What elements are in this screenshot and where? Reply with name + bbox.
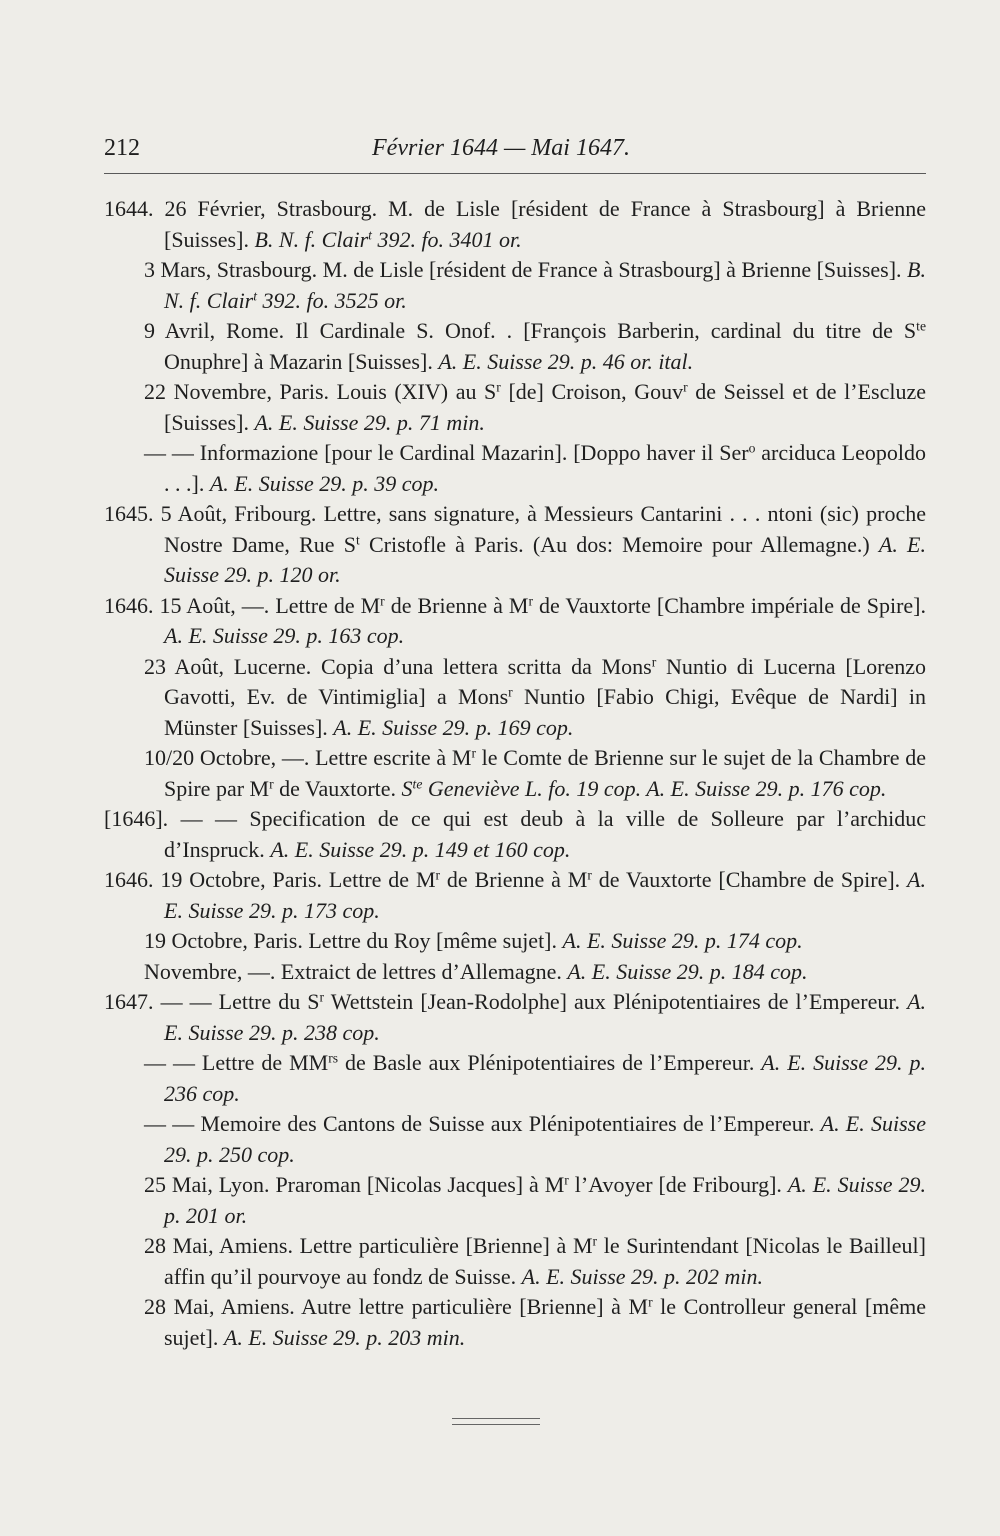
superscript-abbrev: r	[508, 684, 513, 700]
entry-text: 26 Février, Strasbourg. M. de Lisle [résident de France à Strasbourg] à Brienne [Suisses].	[164, 196, 927, 252]
archive-reference: A. E. Suisse 29. p. 203 min.	[223, 1324, 466, 1350]
entry-text: 22 Novembre, Paris. Louis (XIV) au S	[144, 379, 497, 404]
archive-reference: A. E. Suisse 29. p. 201 or.	[164, 1172, 926, 1228]
entry-text: arciduca Leopoldo . . .].	[164, 440, 926, 496]
entry-item	[104, 804, 926, 865]
running-title: Février 1644 — Mai 1647.	[372, 135, 630, 161]
archive-reference: A. E. Suisse 29. p. 46 or. ital.	[438, 348, 694, 374]
archive-reference: A. E. Suisse 29. p. 236 cop.	[164, 1050, 927, 1106]
entry-item	[104, 1048, 926, 1109]
entry-text: 28 Mai, Amiens. Autre lettre particulière [Brienne] à M	[144, 1294, 649, 1319]
entry-text: l’Avoyer [de Fribourg].	[568, 1172, 788, 1197]
entry-text: 9 Avril, Rome. Il Cardinale S. Onof. . [François Barberin, cardinal du titre de S	[144, 318, 917, 343]
entry-text: — — Lettre du S	[160, 989, 320, 1014]
archive-reference: A. E. Suisse 29. p. 250 cop.	[164, 1111, 926, 1167]
entry-text: 19 Octobre, Paris. Lettre du Roy [même sujet].	[144, 928, 563, 953]
header-rule	[104, 173, 926, 174]
entry-text: Novembre, —. Extraict de lettres d’Allemagne.	[144, 958, 568, 984]
entry-year: 1644.	[104, 196, 154, 221]
entry-text: 28 Mai, Amiens. Lettre particulière [Brienne] à M	[144, 1233, 593, 1258]
page-number: 212	[104, 135, 140, 161]
entry-item	[104, 1231, 926, 1292]
entry-text: 19 Octobre, Paris. Lettre de M	[160, 867, 436, 892]
entry-text: le Surintendant [Nicolas le Bailleul] affin qu’il pourvoye au fondz de Suisse.	[164, 1233, 926, 1289]
entry-item	[104, 1292, 926, 1353]
entry-item	[104, 1109, 926, 1170]
entry-text: — — Lettre de MM	[144, 1050, 329, 1075]
page-header	[104, 128, 924, 168]
superscript-abbrev: r	[435, 867, 441, 883]
archive-reference: A. E. Suisse 29. p. 39 cop.	[209, 470, 439, 496]
entry-text: 3 Mars, Strasbourg. M. de Lisle [résident de France à Strasbourg] à Brienne [Suisses].	[144, 257, 908, 282]
entry-item	[104, 591, 926, 652]
entry-text: 23 Août, Lucerne. Copia d’una lettera scritta da Mons	[144, 653, 652, 679]
archive-reference: A. E. Suisse 29. p. 149 et 160 cop.	[270, 836, 571, 862]
entry-item	[104, 743, 926, 804]
superscript-abbrev: r	[587, 867, 592, 883]
archive-reference: A. E. Suisse 29. p. 202 min.	[521, 1263, 764, 1289]
entry-text: de Vauxtorte [Chambre impériale de Spire].	[533, 592, 927, 618]
superscript-abbrev: r	[651, 654, 657, 669]
entry-text: de Seissel et de l’Escluze [Suisses].	[164, 379, 926, 435]
entry-text: de Brienne à M	[384, 592, 529, 618]
superscript-abbrev: t	[253, 288, 258, 303]
entry-text: Onuphre] à Mazarin [Suisses].	[164, 348, 439, 374]
entry-item	[104, 194, 926, 255]
superscript-abbrev: rs	[328, 1050, 339, 1066]
entry-text: 25 Mai, Lyon. Praroman [Nicolas Jacques] à M	[144, 1172, 565, 1197]
archive-reference: A. E. Suisse 29. p. 71 min.	[254, 409, 485, 435]
superscript-abbrev: r	[269, 776, 274, 791]
superscript-abbrev: r	[528, 593, 534, 608]
archive-reference: Geneviève L. fo. 19 cop. A. E. Suisse 29. p. 176 cop.	[422, 775, 887, 801]
archive-reference: 392. fo. 3525 or.	[257, 287, 407, 313]
entry-item	[104, 316, 926, 377]
entry-text: de Vauxtorte.	[273, 775, 402, 801]
superscript-abbrev: t	[355, 532, 360, 547]
archive-reference: B. N. f. Clair	[254, 226, 369, 252]
entry-text: de Vauxtorte [Chambre de Spire].	[591, 867, 908, 892]
entry-item	[104, 255, 926, 316]
superscript-abbrev: o	[748, 440, 756, 456]
entry-text: de Basle aux Plénipotentiaires de l’Empereur.	[338, 1050, 762, 1075]
entry-text: Nuntio [Fabio Chigi, Evêque de Nardi] in Münster [Suisses].	[164, 684, 926, 740]
entry-text: — — Memoire des Cantons de Suisse aux Plénipotentiaires de l’Empereur.	[144, 1111, 821, 1136]
archive-reference: A. E. Suisse 29. p. 120 or.	[164, 531, 926, 587]
entry-text: 10/20 Octobre, —. Lettre escrite à M	[144, 745, 472, 770]
entry-item	[104, 438, 926, 499]
entry-item	[104, 865, 926, 926]
archive-reference: S	[401, 775, 413, 801]
entry-text: 15 Août, —. Lettre de M	[159, 592, 381, 618]
entry-text: de Brienne à M	[440, 867, 588, 892]
superscript-abbrev: r	[471, 745, 476, 761]
superscript-abbrev: r	[564, 1172, 569, 1188]
entry-text: — — Specification de ce qui est deub à la ville de Solleure par l’archiduc d’Inspruck.	[164, 806, 926, 862]
entry-text: Nuntio di Lucerna [Lorenzo Gavotti, Ev. de Vintimiglia] a Mons	[164, 653, 927, 709]
entry-text: le Controlleur general [même sujet].	[164, 1294, 926, 1350]
entry-item	[104, 499, 926, 591]
entry-year: 1646.	[104, 867, 154, 892]
superscript-abbrev: r	[319, 989, 325, 1005]
archive-reference: A. E. Suisse 29. p. 169 cop.	[333, 714, 574, 740]
entry-year: 1646.	[104, 592, 154, 618]
archive-reference: A. E. Suisse 29. p. 163 cop.	[164, 623, 405, 648]
entry-item	[104, 987, 926, 1048]
superscript-abbrev: r	[648, 1294, 653, 1310]
entry-text: Wettstein [Jean-Rodolphe] aux Plénipotentiaires de l’Empereur.	[324, 989, 908, 1014]
archive-reference: A. E. Suisse 29. p. 173 cop.	[164, 867, 926, 923]
entry-text: le Comte de Brienne sur le sujet de la Chambre de Spire par M	[164, 745, 927, 801]
entry-item	[104, 652, 926, 744]
archive-reference: 392. fo. 3401 or.	[371, 226, 522, 252]
entry-year: 1645.	[104, 501, 154, 526]
archive-reference: A. E. Suisse 29. p. 174 cop.	[562, 928, 803, 953]
entry-text: 5 Août, Fribourg. Lettre, sans signature, à Messieurs Cantarini . . . ntoni (sic) proche Nostre Dame, Rue S	[160, 501, 927, 557]
superscript-abbrev: te	[916, 318, 926, 334]
entry-item	[104, 1170, 926, 1231]
entry-item	[104, 377, 926, 438]
archive-reference: A. E. Suisse 29. p. 238 cop.	[164, 989, 927, 1045]
entry-item	[104, 926, 926, 957]
entry-item	[104, 957, 926, 988]
superscript-abbrev: r	[592, 1233, 598, 1249]
entry-text: Cristofle à Paris. (Au dos: Memoire pour Allemagne.)	[359, 531, 879, 557]
entry-year: [1646].	[104, 806, 169, 831]
superscript-abbrev: r	[683, 379, 688, 395]
entry-year: 1647.	[104, 989, 154, 1014]
entry-text: [de] Croison, Gouv	[500, 379, 684, 404]
superscript-abbrev: te	[412, 776, 423, 791]
end-ornament-rule	[452, 1418, 540, 1425]
superscript-abbrev: t	[368, 227, 372, 242]
entry-text: — — Informazione [pour le Cardinal Mazarin]. [Doppo haver il Ser	[144, 440, 749, 465]
superscript-abbrev: r	[380, 593, 385, 608]
chronology-list	[104, 194, 926, 1353]
archive-reference: B. N. f. Clair	[164, 257, 926, 313]
archive-reference: A. E. Suisse 29. p. 184 cop.	[567, 958, 808, 984]
superscript-abbrev: r	[496, 379, 501, 395]
